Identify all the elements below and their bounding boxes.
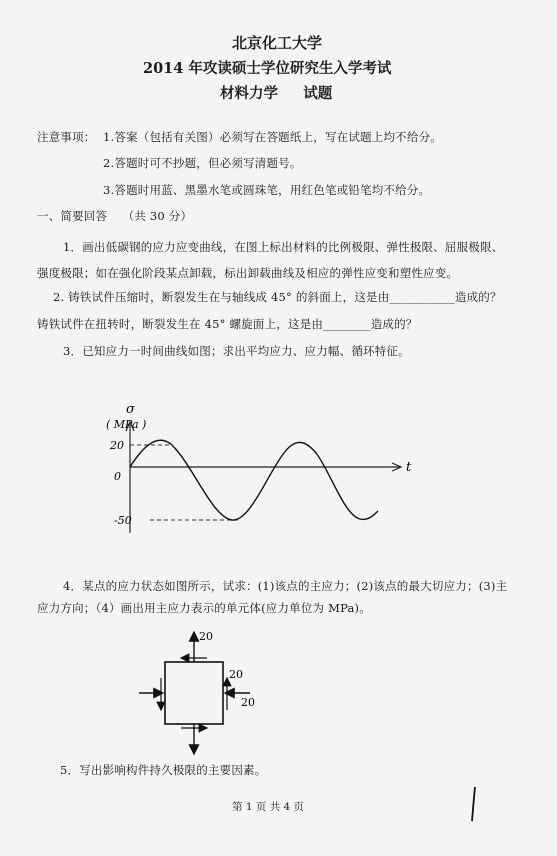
page-number: 第 1 页 共 4 页 [232, 801, 305, 813]
stress-curve [130, 440, 378, 520]
question-1-line-2: 强度极限；如在强化阶段某点卸载，标出卸载曲线及相应的弹性应变和塑性应变。 [37, 266, 459, 280]
subject-title: 材料力学 试题 [220, 85, 333, 102]
question-5: 5．写出影响构件持久极限的主要因素。 [60, 763, 267, 777]
question-4-line-2: 应力方向；（4）画出用主应力表示的单元体(应力单位为 MPa)。 [37, 601, 371, 615]
question-4-line-1: 4．某点的应力状态如图所示，试求：(1)该点的主应力；(2)该点的最大切应力；(3)主 [63, 579, 508, 593]
min-label: -50 [114, 514, 132, 527]
origin-label: 0 [114, 470, 121, 483]
bottom-right-stress-label: 20 [241, 696, 255, 709]
question-2-line-1: 2. 铸铁试件压缩时，断裂发生在与轴线成 45° 的斜面上，这是由___________造成的？ [53, 290, 502, 304]
note-item-3: 3.答题时用蓝、黑墨水笔或圆珠笔，用红色笔或铅笔均不给分。 [103, 183, 431, 197]
pen-mark [468, 785, 480, 825]
stress-time-graph [100, 395, 430, 540]
sigma-unit: ( MPa ) [106, 418, 147, 431]
note-item-1: 1.答案（包括有关图）必须写在答题纸上，写在试题上均不给分。 [103, 130, 442, 144]
sigma-symbol: σ [126, 402, 135, 417]
question-3: 3．已知应力一时间曲线如图；求出平均应力、应力幅、循环特征。 [63, 344, 410, 358]
note-item-2: 2.答题时可不抄题，但必须写清题号。 [103, 156, 302, 170]
max-label: 20 [110, 439, 124, 452]
section-title: 一、简要回答 （共 30 分） [37, 209, 193, 223]
university-name: 北京化工大学 [232, 34, 323, 52]
exam-title: 2014 年攻读硕士学位研究生入学考试 [143, 60, 392, 77]
question-2-line-2: 铸铁试件在扭转时，断裂发生在 45° 螺旋面上，这是由________造成的？ [37, 317, 418, 331]
question-1-line-1: 1．画出低碳钢的应力应变曲线，在图上标出材料的比例极限、弹性极限、屈服极限、 [63, 240, 504, 254]
notes-label: 注意事项： [37, 130, 96, 144]
time-symbol: t [406, 460, 412, 475]
top-stress-label: 20 [199, 630, 213, 643]
stress-element-diagram [135, 622, 270, 762]
right-stress-label: 20 [229, 668, 243, 681]
element-square [165, 662, 223, 724]
